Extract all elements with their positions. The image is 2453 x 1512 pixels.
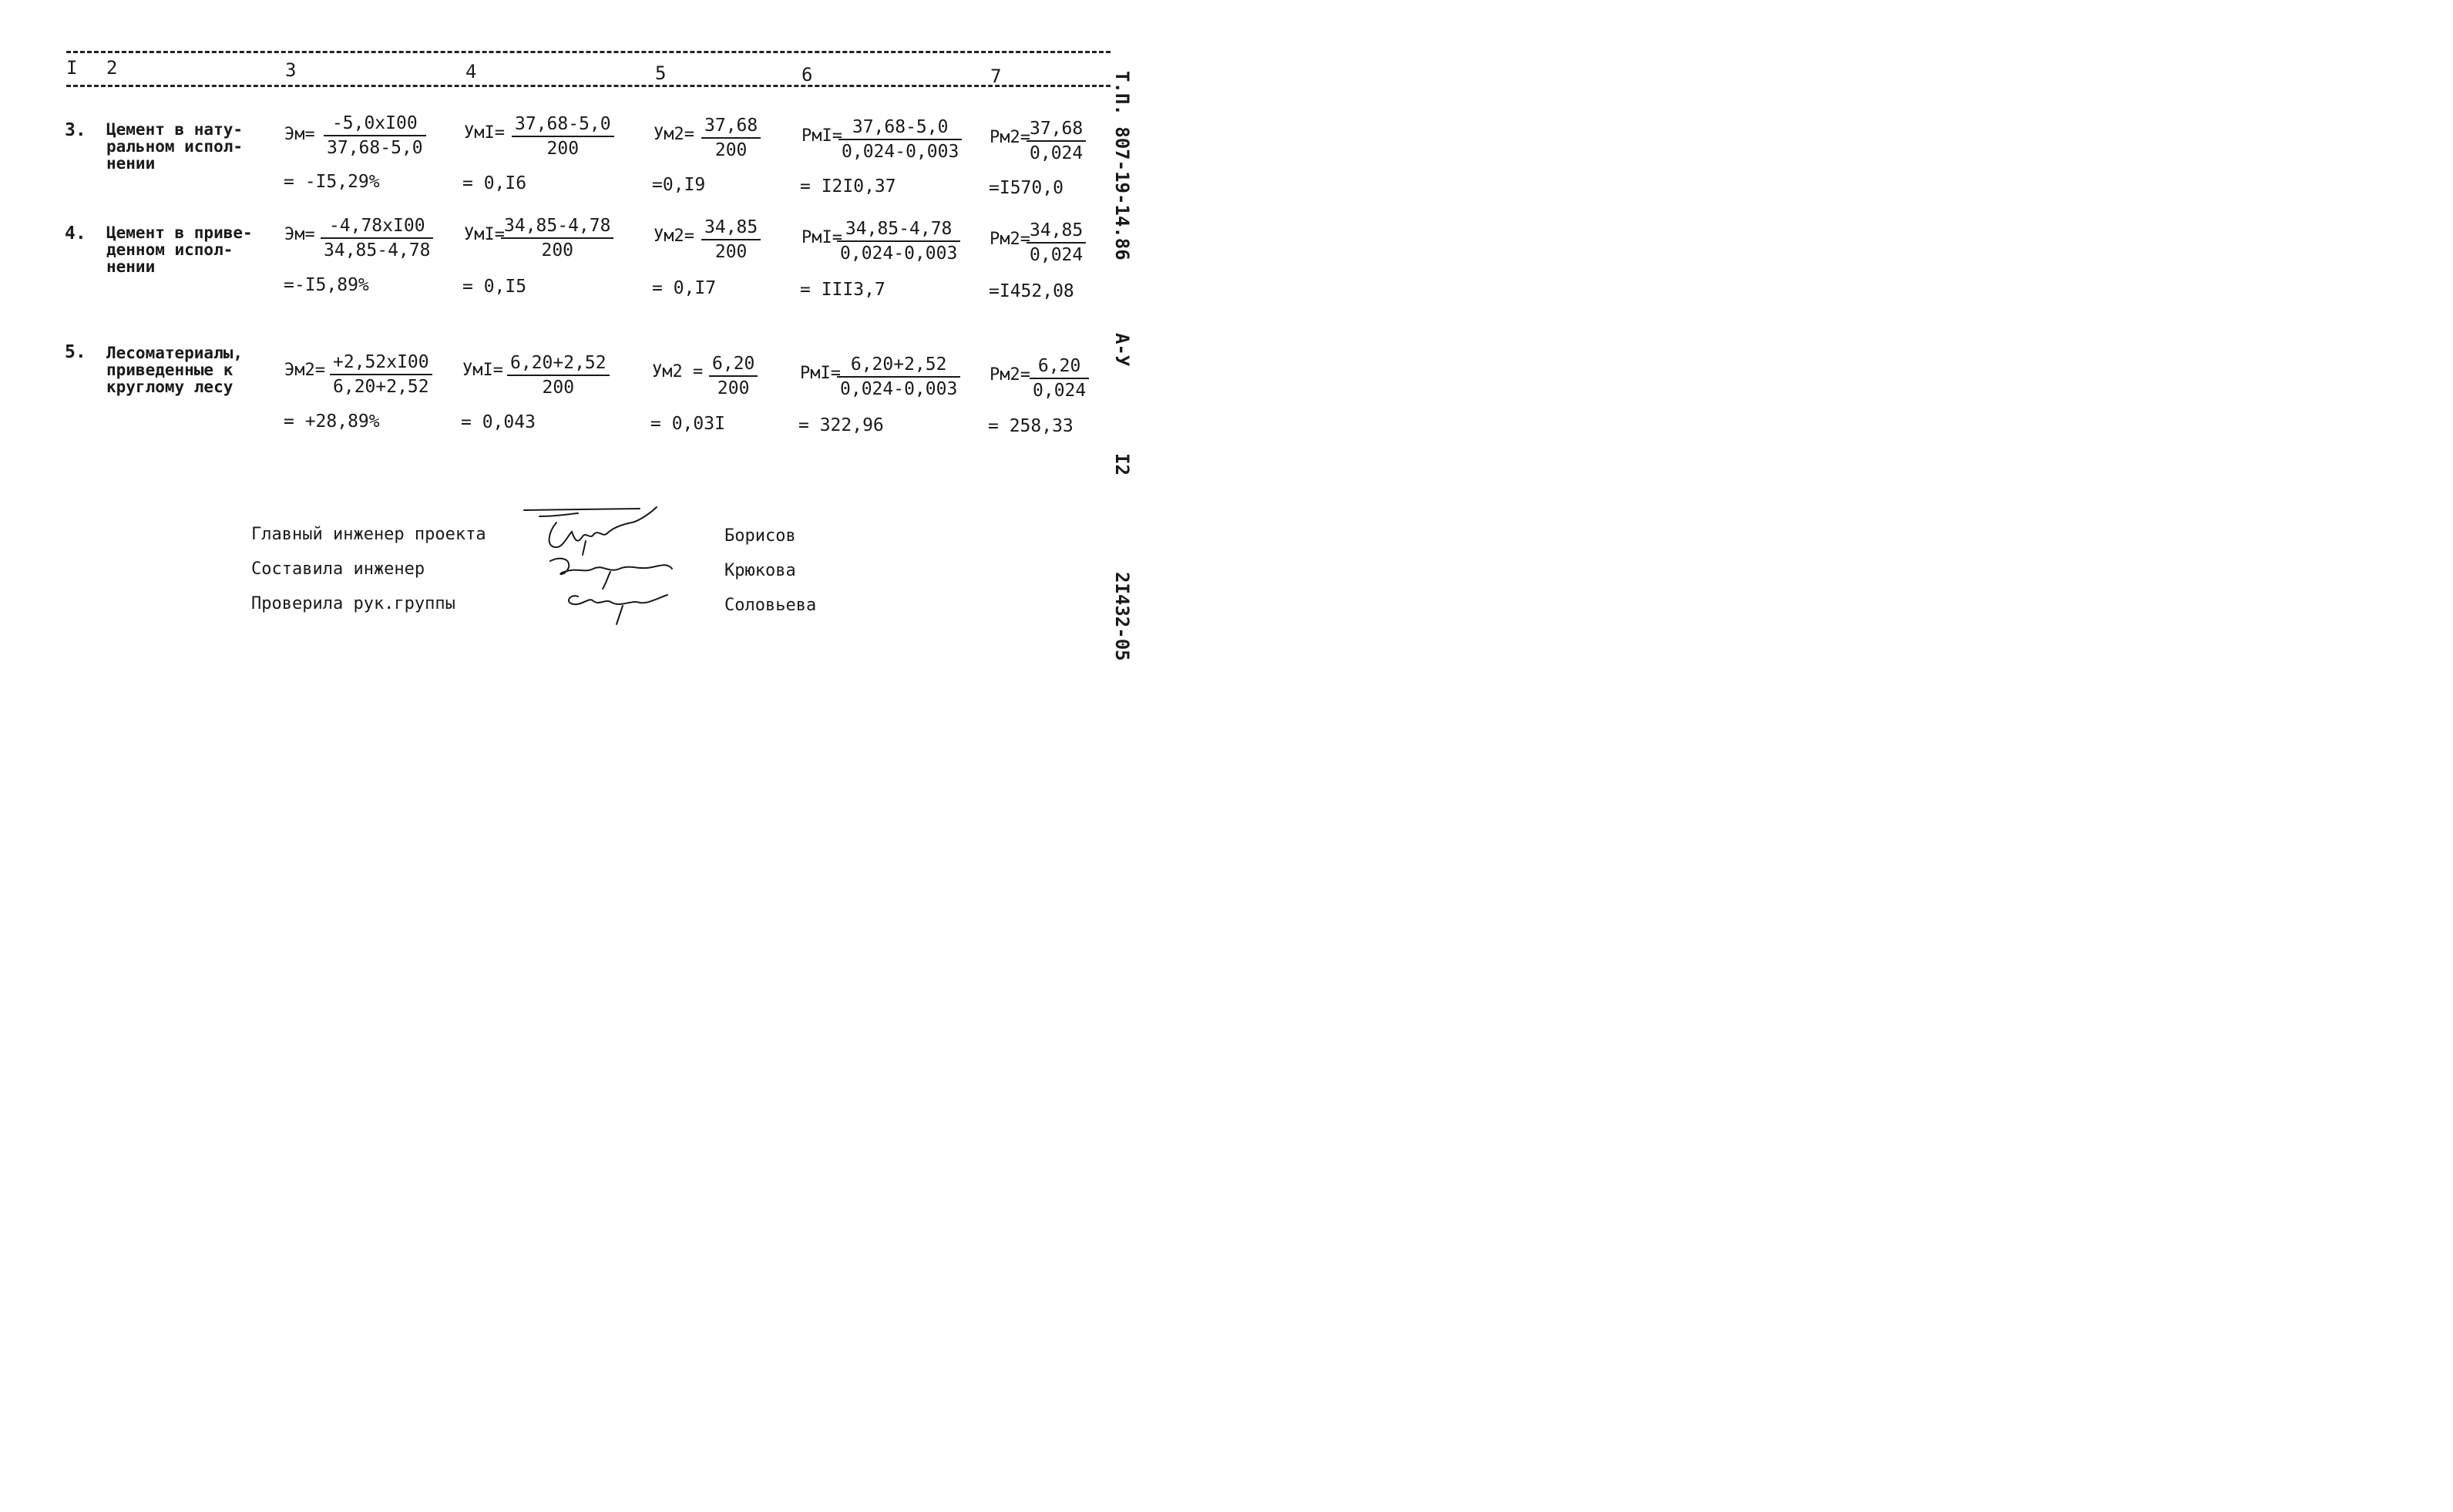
signature-name: Соловьева bbox=[724, 596, 817, 615]
formula-label: РмI= bbox=[800, 364, 841, 383]
fraction-numerator: 34,85-4,78 bbox=[501, 214, 613, 239]
formula-label: Ум2= bbox=[654, 125, 694, 144]
formula-fraction bbox=[324, 112, 426, 160]
col-number: 2 bbox=[106, 57, 118, 79]
signature-role: Главный инженер проекта bbox=[251, 525, 486, 544]
row-name bbox=[106, 344, 243, 395]
formula-result: = 322,96 bbox=[798, 415, 884, 435]
fraction-numerator: 37,68 bbox=[701, 114, 761, 139]
formula-label: Эм= bbox=[284, 125, 315, 144]
formula-label: Эм2= bbox=[284, 361, 325, 380]
fraction-denominator: 34,85-4,78 bbox=[324, 240, 431, 260]
fraction-numerator: 6,20 bbox=[1030, 354, 1089, 379]
formula-fraction bbox=[1027, 117, 1086, 165]
handwritten-signatures bbox=[516, 501, 686, 632]
fraction-denominator: 200 bbox=[546, 139, 580, 159]
fraction-denominator: 0,024 bbox=[1030, 143, 1084, 163]
signature-role: Составила инженер bbox=[251, 559, 425, 579]
inventory-number: 2I432-05 bbox=[1111, 572, 1133, 661]
formula-label: Эм= bbox=[284, 225, 315, 244]
row-number: 4. bbox=[65, 223, 86, 244]
formula-label: РмI= bbox=[801, 126, 842, 146]
row-name bbox=[106, 224, 253, 275]
fraction-denominator: 0,024-0,003 bbox=[840, 244, 958, 264]
row-name-line: ральном испол- bbox=[106, 137, 244, 156]
col-number: 7 bbox=[990, 66, 1002, 87]
fraction-denominator: 0,024 bbox=[1030, 245, 1084, 265]
fraction-denominator: 0,024-0,003 bbox=[840, 379, 958, 399]
formula-fraction bbox=[321, 214, 433, 262]
signature-name: Крюкова bbox=[724, 561, 796, 580]
fraction-numerator: 37,68-5,0 bbox=[512, 113, 614, 137]
formula-fraction bbox=[838, 116, 962, 163]
formula-fraction bbox=[507, 351, 610, 399]
row-number: 3. bbox=[65, 120, 86, 140]
formula-label: Рм2= bbox=[990, 365, 1030, 385]
row-name-line: приведенные к bbox=[106, 361, 234, 379]
formula-result: = 0,I7 bbox=[652, 278, 717, 298]
formula-fraction bbox=[837, 353, 960, 401]
row-name-line: круглому лесу bbox=[106, 378, 234, 396]
fraction-numerator: +2,52xI00 bbox=[330, 351, 432, 375]
formula-result: = III3,7 bbox=[800, 280, 885, 300]
doc-code: Т.П. 807-19-14.86 bbox=[1111, 71, 1133, 260]
formula-result: =-I5,89% bbox=[284, 275, 369, 295]
formula-result: = 0,03I bbox=[650, 414, 725, 434]
formula-result: = 258,33 bbox=[988, 416, 1074, 436]
fraction-numerator: 6,20 bbox=[709, 352, 758, 377]
formula-fraction bbox=[512, 113, 614, 160]
row-name-line: Лесоматериалы, bbox=[106, 344, 244, 362]
col-number: I bbox=[66, 57, 78, 79]
formula-fraction bbox=[1030, 354, 1089, 402]
header-top-rule bbox=[66, 51, 1111, 53]
formula-fraction bbox=[701, 114, 761, 162]
formula-label: УмI= bbox=[464, 225, 505, 244]
fraction-denominator: 200 bbox=[714, 242, 748, 262]
fraction-denominator: 200 bbox=[717, 378, 750, 398]
fraction-denominator: 37,68-5,0 bbox=[327, 138, 423, 158]
formula-result: = 0,043 bbox=[461, 412, 536, 432]
row-name-line: нении bbox=[106, 154, 156, 173]
formula-fraction bbox=[501, 214, 613, 262]
fraction-numerator: -4,78xI00 bbox=[321, 214, 433, 239]
fraction-denominator: 200 bbox=[714, 140, 748, 160]
formula-result: = +28,89% bbox=[284, 412, 380, 432]
formula-fraction bbox=[701, 216, 761, 264]
fraction-numerator: 6,20+2,52 bbox=[837, 353, 960, 378]
fraction-denominator: 200 bbox=[542, 378, 575, 398]
signature-name: Борисов bbox=[724, 526, 796, 546]
formula-result: =I570,0 bbox=[989, 178, 1064, 198]
header-bottom-rule bbox=[66, 85, 1111, 87]
formula-result: =I452,08 bbox=[989, 281, 1074, 301]
fraction-numerator: 34,85-4,78 bbox=[837, 217, 960, 242]
formula-fraction bbox=[709, 352, 758, 400]
formula-label: УмI= bbox=[464, 123, 505, 143]
formula-result: = I2I0,37 bbox=[800, 176, 896, 197]
fraction-denominator: 6,20+2,52 bbox=[333, 377, 429, 397]
formula-label: Рм2= bbox=[990, 230, 1030, 249]
fraction-denominator: 0,024-0,003 bbox=[842, 142, 959, 162]
fraction-denominator: 0,024 bbox=[1033, 381, 1087, 401]
signature-role: Проверила рук.группы bbox=[251, 594, 455, 613]
col-number: 6 bbox=[801, 64, 813, 86]
fraction-numerator: 34,85 bbox=[701, 216, 761, 240]
formula-fraction bbox=[837, 217, 960, 265]
row-name-line: денном испол- bbox=[106, 240, 234, 259]
page-number: I2 bbox=[1111, 453, 1133, 475]
row-name-line: Цемент в нату- bbox=[106, 120, 244, 139]
album-label: А-У bbox=[1111, 333, 1133, 367]
col-number: 5 bbox=[655, 62, 667, 84]
row-name-line: нении bbox=[106, 257, 156, 276]
fraction-numerator: -5,0xI00 bbox=[324, 112, 426, 136]
formula-result: =0,I9 bbox=[652, 175, 706, 195]
formula-result: = 0,I5 bbox=[462, 277, 527, 297]
row-name bbox=[106, 121, 243, 172]
fraction-denominator: 200 bbox=[541, 240, 574, 260]
fraction-numerator: 6,20+2,52 bbox=[507, 351, 610, 376]
fraction-numerator: 34,85 bbox=[1027, 219, 1086, 244]
formula-label: УмI= bbox=[462, 361, 503, 380]
formula-result: = 0,I6 bbox=[462, 173, 527, 193]
fraction-numerator: 37,68-5,0 bbox=[838, 116, 962, 140]
formula-label: Ум2= bbox=[654, 227, 694, 246]
formula-result: = -I5,29% bbox=[284, 172, 380, 192]
fraction-numerator: 37,68 bbox=[1027, 117, 1086, 142]
row-number: 5. bbox=[65, 342, 86, 362]
formula-label: Рм2= bbox=[990, 128, 1030, 147]
formula-label: Ум2 = bbox=[652, 362, 704, 381]
col-number: 3 bbox=[285, 59, 297, 81]
formula-fraction bbox=[330, 351, 432, 398]
col-number: 4 bbox=[465, 61, 477, 82]
formula-fraction bbox=[1027, 219, 1086, 267]
row-name-line: Цемент в приве- bbox=[106, 223, 253, 242]
formula-label: РмI= bbox=[801, 228, 842, 247]
